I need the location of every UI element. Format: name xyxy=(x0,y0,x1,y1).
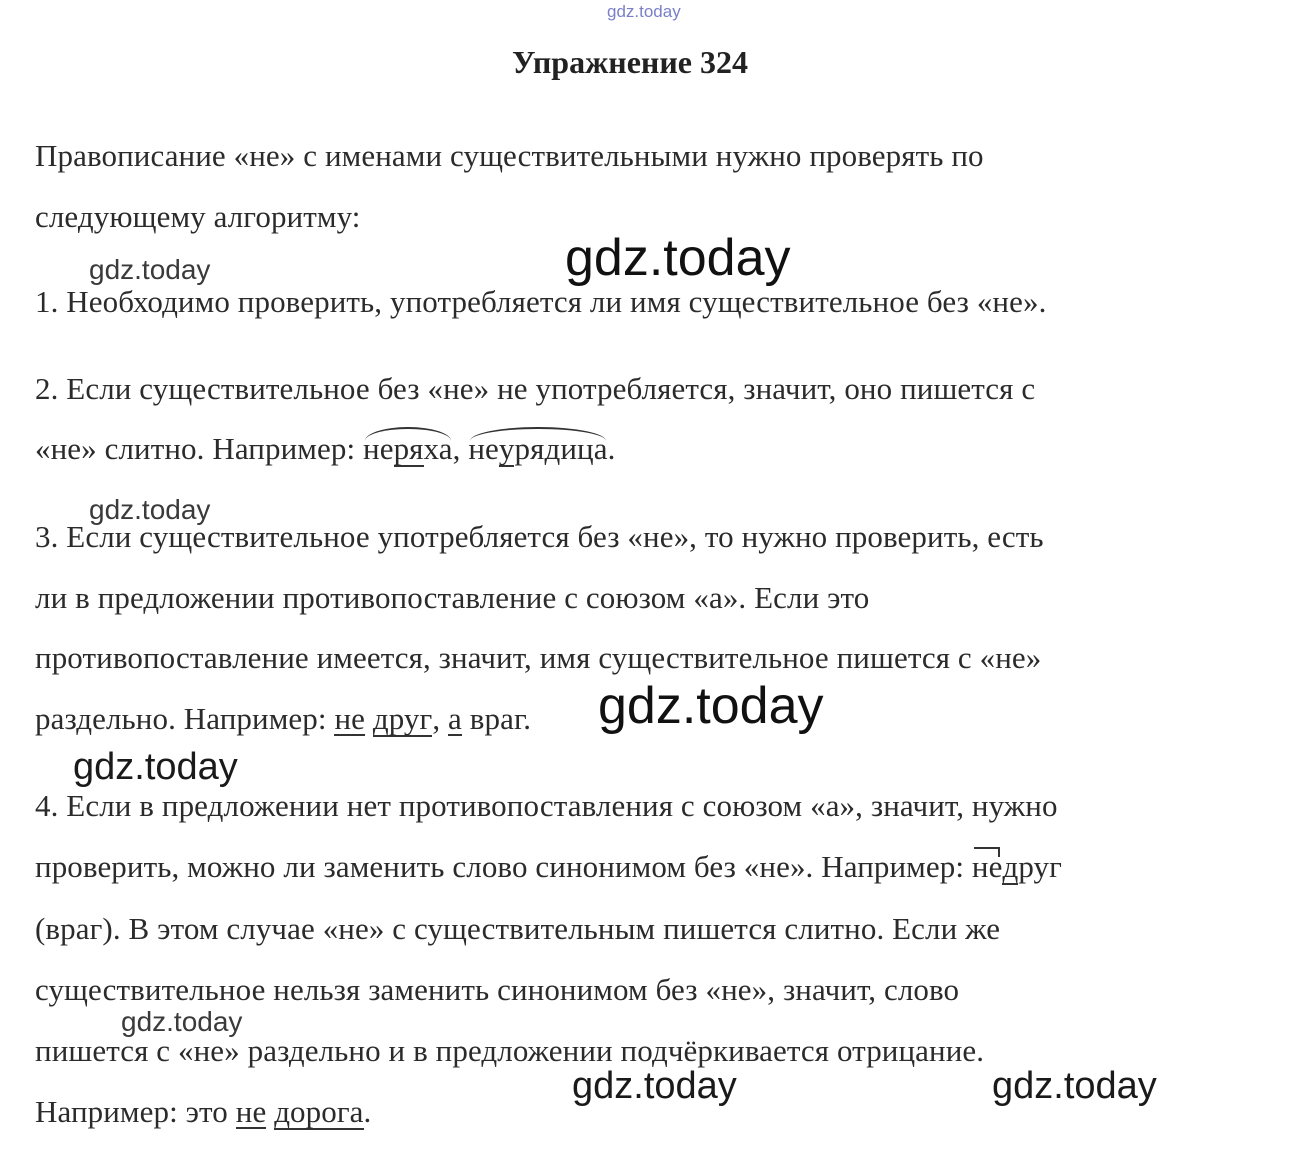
rule-4-line-4: существительное нельзя заменить синонимом без «не», значит, слово xyxy=(35,972,960,1007)
example-ending: ха xyxy=(423,431,453,466)
watermark: gdz.today xyxy=(992,1065,1157,1107)
rule-4-line-1: 4. Если в предложении нет противопоставления с союзом «а», значит, нужно xyxy=(35,788,1058,823)
rule-3-line-3: противопоставление имеется, значит, имя существительное пишется с «не» xyxy=(35,640,1042,675)
period: . xyxy=(363,1094,372,1129)
rule-3-line-4 xyxy=(35,701,531,737)
example-prefix: не xyxy=(468,431,499,466)
watermark: gdz.today xyxy=(572,1065,737,1107)
rule-3-line-2: ли в предложении противопоставление с союзом «а». Если это xyxy=(35,580,870,615)
example-word-neuryaditsa xyxy=(468,431,607,467)
rule-4-line-3: (враг). В этом случае «не» с существительным пишется слитно. Если же xyxy=(35,911,1001,946)
page-title: Упражнение 324 xyxy=(511,44,748,80)
example-ending: рядица xyxy=(514,431,608,466)
example-prefix: не xyxy=(363,431,394,466)
watermark: gdz.today xyxy=(73,746,238,788)
watermark: gdz.today xyxy=(89,254,211,285)
watermark: gdz.today xyxy=(565,229,791,287)
rule-2-line-2-text: «не» слитно. Например: xyxy=(35,431,364,466)
rule-4-line-6-text: Например: это xyxy=(35,1094,236,1129)
watermark: gdz.today xyxy=(89,494,211,525)
example-ne: не xyxy=(334,701,365,736)
rule-4-line-2 xyxy=(35,849,1062,885)
example-nedrug-underlined: д xyxy=(1002,849,1019,884)
example-a: а xyxy=(448,701,462,736)
separator: , xyxy=(432,701,449,736)
example-nedrug-rest: руг xyxy=(1018,849,1062,884)
rule-3-line-1: 3. Если существительное употребляется без «не», то нужно проверить, есть xyxy=(35,519,1044,554)
example-ne: не xyxy=(235,1094,267,1129)
watermark: gdz.today xyxy=(598,677,824,735)
intro-line-2: следующему алгоритму: xyxy=(35,199,361,234)
example-doroga: дорога xyxy=(274,1094,364,1129)
example-drug: друг xyxy=(372,701,433,736)
rule-3-line-4-text: раздельно. Например: xyxy=(35,701,335,736)
rule-4-line-6 xyxy=(35,1094,371,1130)
rule-4-line-2-text: проверить, можно ли заменить слово синонимом без «не». Например: xyxy=(35,849,972,884)
example-vrag: враг. xyxy=(461,701,532,736)
rule-2-line-2 xyxy=(35,431,615,467)
rule-1: 1. Необходимо проверить, употребляется ли имя существительное без «не». xyxy=(35,284,1047,319)
example-word-neryakha xyxy=(363,431,453,467)
separator: , xyxy=(452,431,469,466)
example-underlined: ря xyxy=(393,431,424,466)
rule-4-line-5: пишется с «не» раздельно и в предложении подчёркивается отрицание. xyxy=(35,1033,985,1068)
rule-2-line-1: 2. Если существительное без «не» не употребляется, значит, оно пишется с xyxy=(35,371,1036,406)
example-underlined: у xyxy=(498,431,515,466)
intro-line-1: Правописание «не» с именами существительными нужно проверять по xyxy=(35,138,984,173)
watermark-top: gdz.today xyxy=(607,2,681,21)
watermark: gdz.today xyxy=(121,1006,243,1037)
period: . xyxy=(607,431,616,466)
example-nedrug-prefix: не xyxy=(971,849,1003,884)
